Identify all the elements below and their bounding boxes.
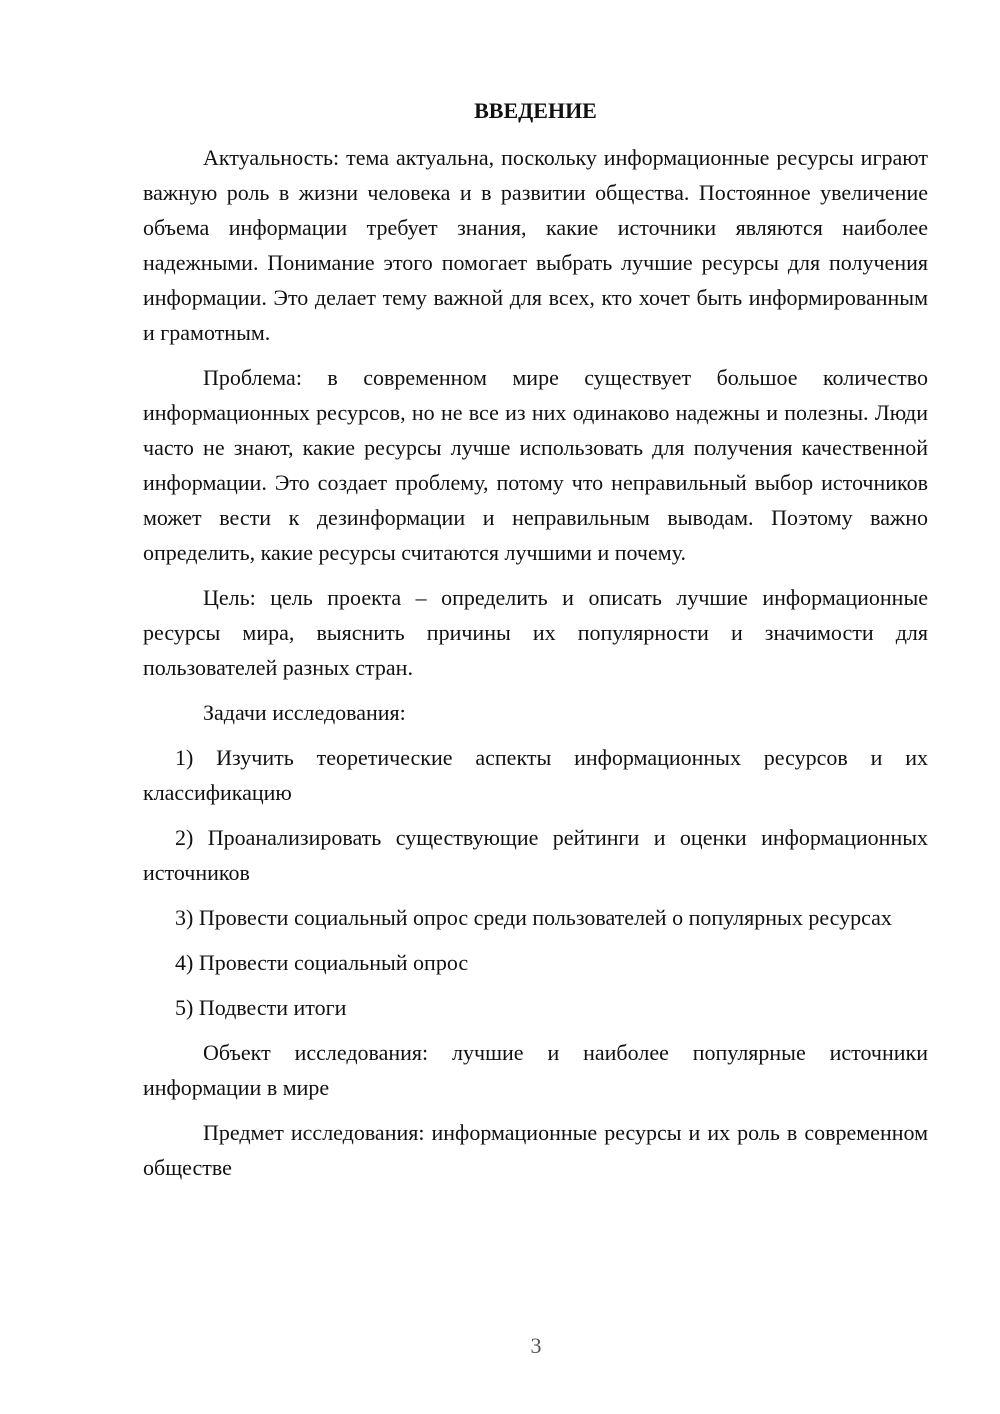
- document-page: [143, 96, 928, 1195]
- paragraph-goal: Цель: цель проекта – определить и описать лучшие информационные ресурсы мира, выяснить причины их популярности и значимости для пользователей разных стран.: [143, 585, 928, 680]
- paragraph-problem: Проблема: в современном мире существует большое количество информационных ресурсов, но не все из них одинаково надежны и полезны. Люди часто не знают, какие ресурсы лучше использовать для получения качественной информации. Это создает проблему, потому что неправильный выбор источников может вести к дезинформации и неправильным выводам. Поэтому важно определить, какие ресурсы считаются лучшими и почему.: [143, 365, 928, 565]
- paragraph-relevance: Актуальность: тема актуальна, поскольку информационные ресурсы играют важную роль в жизни человека и в развитии общества. Постоянное увеличение объема информации требует знания, какие источники являются наиболее надежными. Понимание этого помогает выбрать лучшие ресурсы для получения информации. Это делает тему важной для всех, кто хочет быть информированным и грамотным.: [143, 145, 928, 345]
- paragraph-object: Объект исследования: лучшие и наиболее популярные источники информации в мире: [143, 1040, 928, 1100]
- page-title: ВВЕДЕНИЕ: [474, 98, 597, 123]
- paragraph-subject: Предмет исследования: информационные ресурсы и их роль в современном обществе: [143, 1120, 928, 1180]
- task-item-2: 2) Проанализировать существующие рейтинги и оценки информационных источников: [143, 825, 928, 885]
- task-item-5: 5) Подвести итоги: [175, 995, 347, 1020]
- task-item-4: 4) Провести социальный опрос: [175, 950, 469, 975]
- task-item-3: 3) Провести социальный опрос среди пользователей о популярных ресурсах: [175, 905, 892, 930]
- page-number: 3: [530, 1333, 542, 1358]
- task-item-1: 1) Изучить теоретические аспекты информационных ресурсов и их классификацию: [143, 745, 928, 805]
- paragraph-tasks-heading: Задачи исследования:: [203, 700, 406, 725]
